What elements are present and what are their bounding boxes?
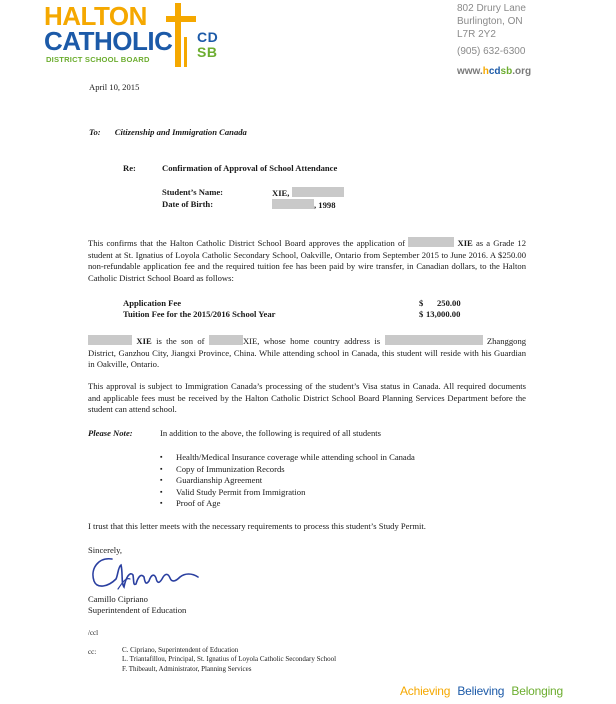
- redacted-block: [292, 187, 344, 197]
- re-subject: Confirmation of Approval of School Attendance: [162, 163, 338, 173]
- website-link[interactable]: www.hcdsb.org: [457, 66, 532, 77]
- dob-value: , 1998: [272, 199, 335, 212]
- typist-initials: /ccl: [88, 629, 99, 637]
- list-item: ▪ Guardianship Agreement: [160, 475, 415, 487]
- fee-currency: $: [419, 298, 424, 308]
- address-street: 802 Drury Lane: [457, 3, 526, 14]
- fee-currency: $: [419, 309, 424, 319]
- list-item: L. Triantafillou, Principal, St. Ignatius of Loyola Catholic Secondary School: [122, 655, 337, 664]
- redacted-block: [408, 237, 454, 247]
- list-item: ▪ Valid Study Permit from Immigration: [160, 487, 415, 499]
- signature-image: [88, 553, 206, 593]
- cc-label: cc:: [88, 648, 97, 656]
- list-item: ▪ Health/Medical Insurance coverage while attending school in Canada: [160, 452, 415, 464]
- signatory-title: Superintendent of Education: [88, 605, 187, 615]
- logo-sb: SB: [197, 44, 218, 60]
- signatory-name: Camillo Cipriano: [88, 594, 148, 604]
- fee-label: Application Fee: [123, 298, 182, 308]
- sincerely: Sincerely,: [88, 545, 123, 555]
- dob-label: Date of Birth:: [162, 199, 214, 209]
- list-item: F. Thibeault, Administrator, Planning Services: [122, 664, 252, 673]
- logo-catholic: CATHOLIC: [44, 26, 173, 56]
- list-item: C. Cipriano, Superintendent of Education: [122, 646, 239, 654]
- cc-list: [122, 646, 336, 674]
- motto-believing: Believing: [457, 684, 505, 698]
- board-motto: [400, 684, 563, 698]
- motto-belonging: Belonging: [511, 684, 564, 698]
- list-item: ▪ Proof of Age: [160, 498, 415, 510]
- address-phone: (905) 632-6300: [457, 46, 526, 58]
- approval-paragraph: This confirms that the Halton Catholic District School Board approves the application of XIE as a Grade 12 student at St. Ignatius of Loyola Catholic Secondary School, Oakville, Ontario from September 2015 to June 2016. A $250.00 non-refundable application fee and the required tuition fee has been paid by wire transfer, in Canadian dollars, to the Halton Catholic District School Board as follows:: [88, 238, 527, 283]
- board-address: [457, 3, 526, 59]
- redacted-block: [385, 335, 483, 345]
- note-text: In addition to the above, the following is required of all students: [160, 428, 382, 438]
- recipient-line: To: Citizenship and Immigration Canada: [89, 127, 247, 137]
- student-name-value: XIE,: [272, 187, 344, 200]
- motto-achieving: Achieving: [400, 684, 451, 698]
- cross-icon: [166, 3, 196, 67]
- list-item: ▪ Copy of Immunization Records: [160, 464, 415, 476]
- logo-cd: CD: [197, 29, 219, 45]
- address-postal: L7R 2Y2: [457, 28, 496, 40]
- requirements-list: [160, 452, 415, 510]
- logo-halton: HALTON: [44, 1, 147, 31]
- fee-amount: 13,000.00: [426, 309, 461, 319]
- redacted-block: [88, 335, 132, 345]
- redacted-block: [209, 335, 243, 345]
- fee-amount: 250.00: [437, 298, 461, 308]
- re-label: Re:: [123, 163, 136, 173]
- family-paragraph: XIE is the son of XIE, whose home country address is Zhanggong District, Ganzhou City, Jiangxi Province, China. While attending school in Canada, this student will reside with his Guardian in Oakville, Ontario.: [88, 336, 527, 370]
- fee-label: Tuition Fee for the 2015/2016 School Year: [123, 309, 276, 319]
- letter-date: April 10, 2015: [89, 82, 140, 92]
- logo-district-school-board: DISTRICT SCHOOL BOARD: [46, 55, 150, 64]
- note-label: Please Note:: [88, 428, 133, 438]
- redacted-block: [272, 199, 314, 209]
- address-city: Burlington, ON: [457, 15, 523, 27]
- closing-paragraph: I trust that this letter meets with the necessary requirements to process this student’s Study Permit.: [88, 521, 426, 531]
- processing-paragraph: This approval is subject to Immigration Canada’s processing of the student’s Visa status in Canada. All required documents and applicable fees must be received by the Halton Catholic District School Board Planning Services Department before the student can attend school.: [88, 381, 526, 415]
- student-name-label: Student’s Name:: [162, 187, 224, 197]
